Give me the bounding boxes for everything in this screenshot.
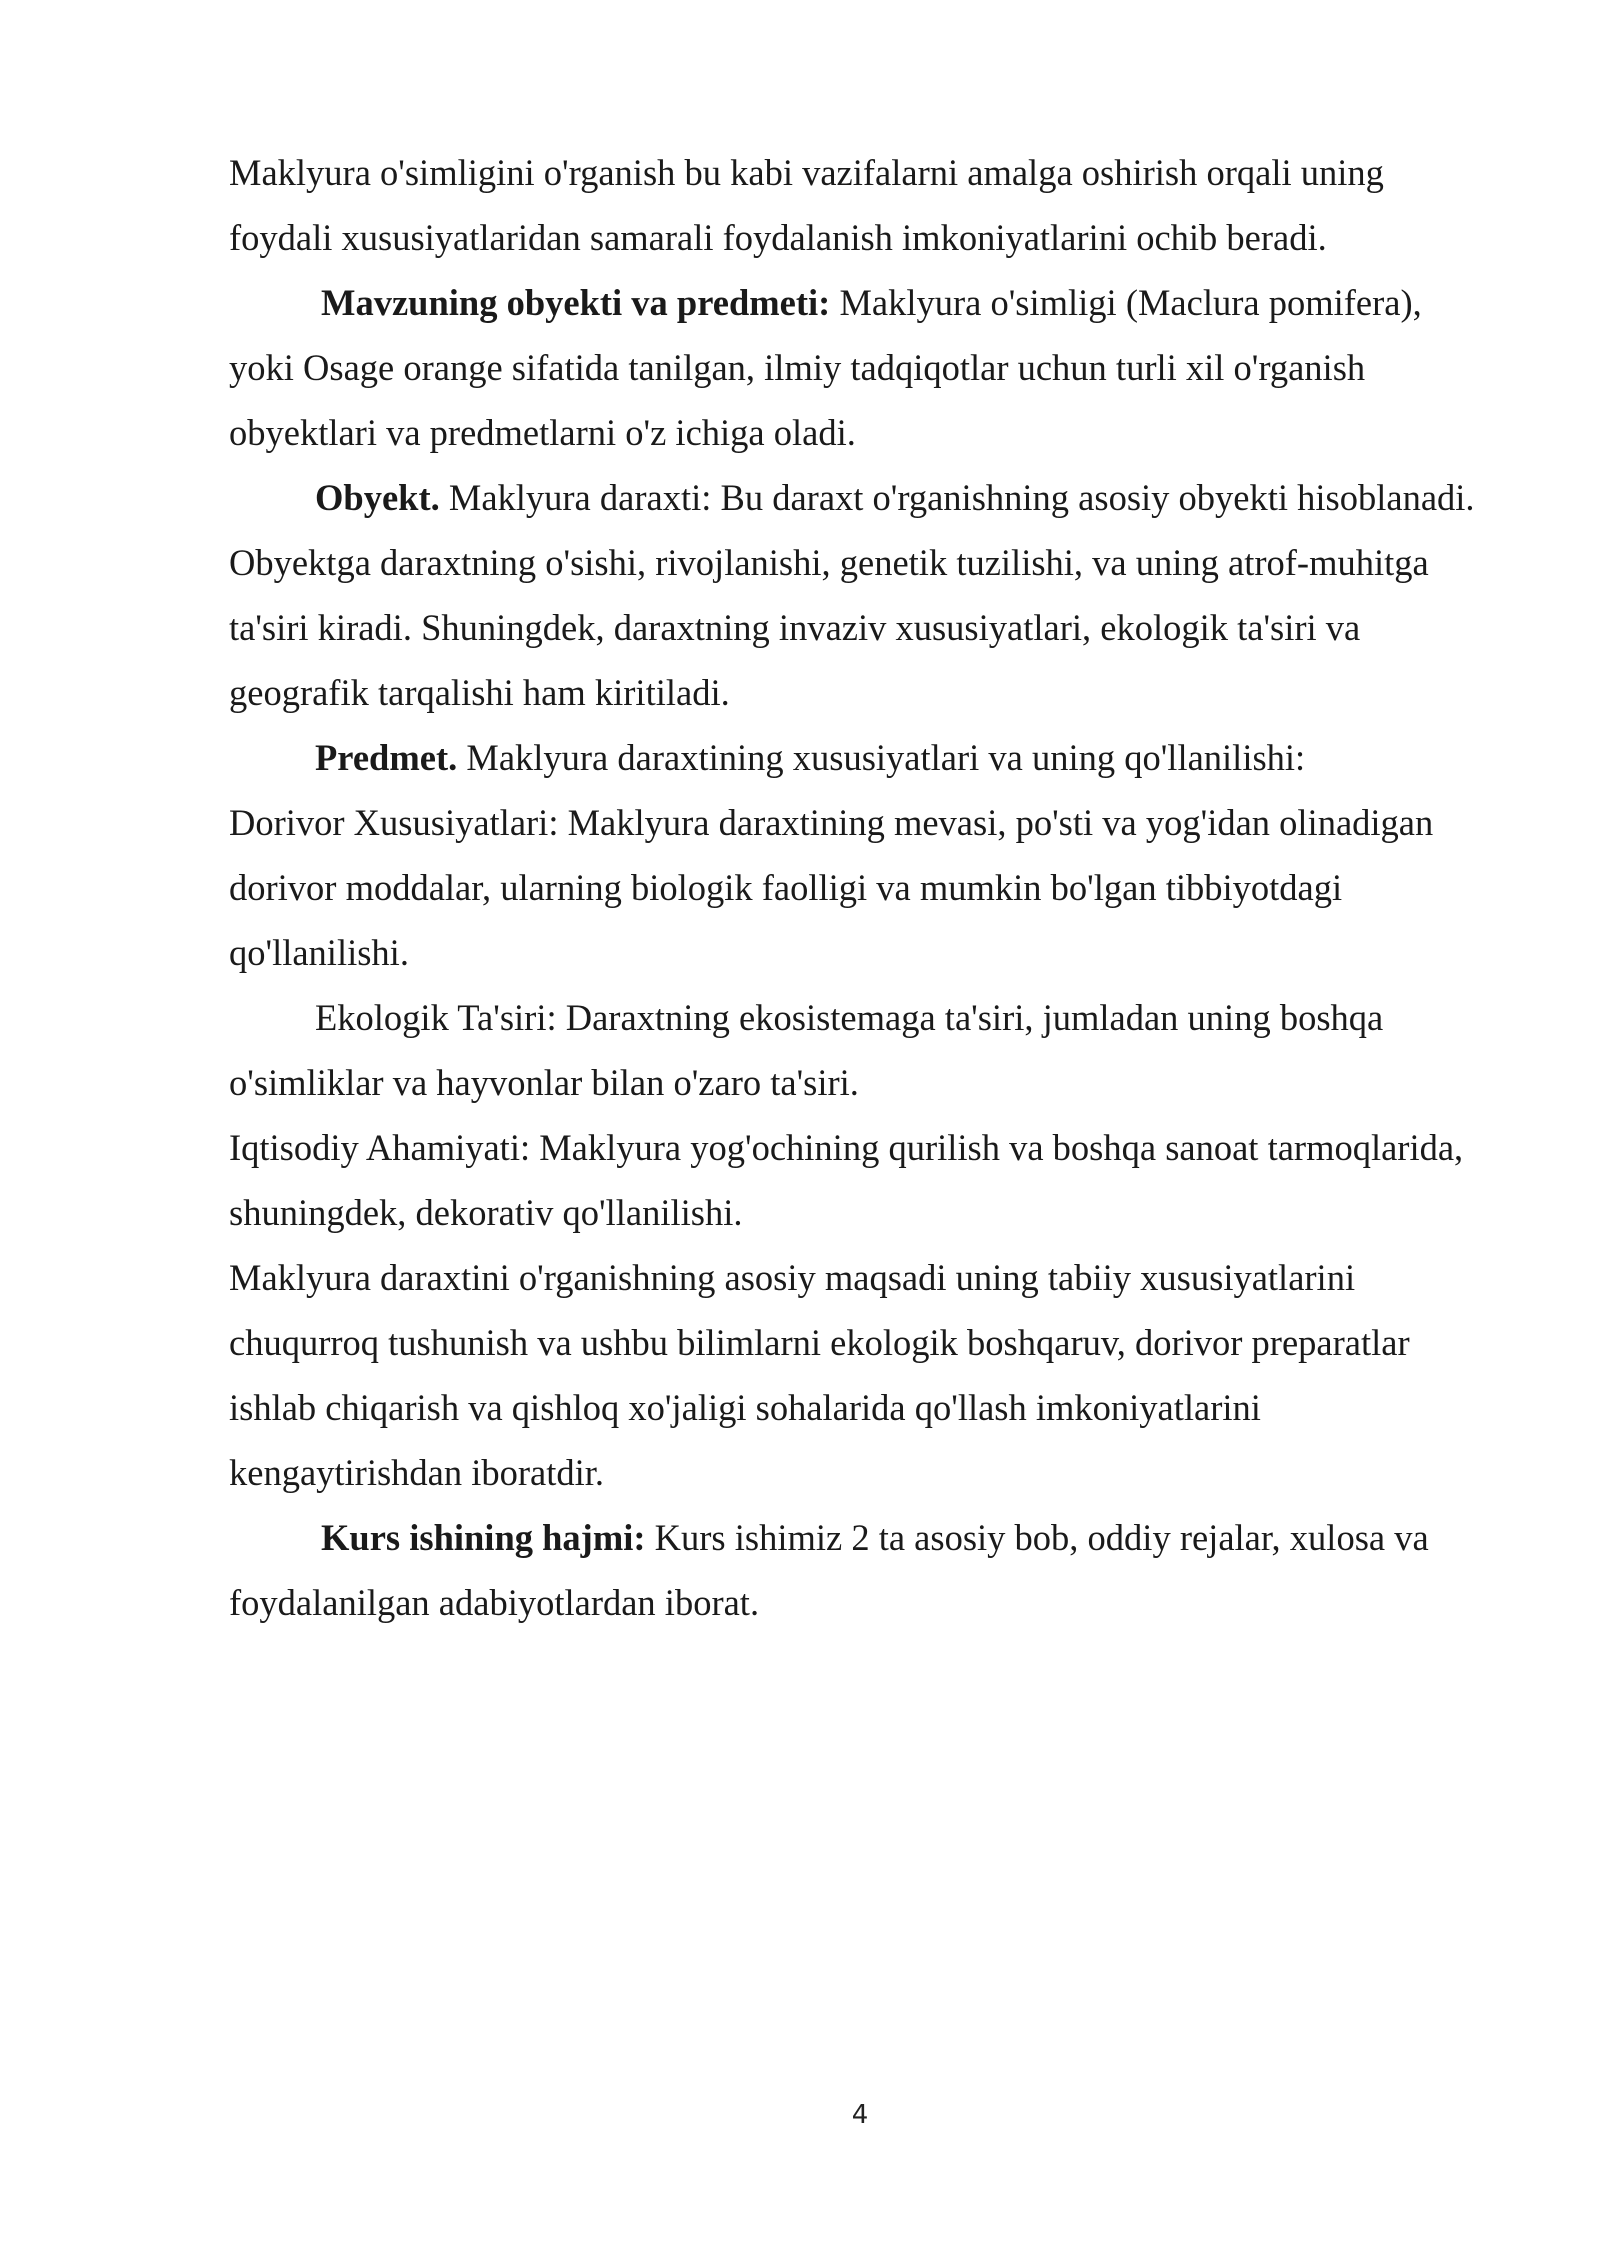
- paragraph-main-goal-text: Maklyura daraxtini o'rganishning asosiy maqsadi uning tabiiy xususiyatlarini chuqurroq tushunish va ushbu bilimlarni ekologik boshqaruv, dorivor preparatlar ishlab chiqarish va qishloq xo'jaligi sohalarida qo'llash imkoniyatlarini kengaytirishdan iboratdir.: [229, 1257, 1410, 1493]
- paragraph-object: [229, 465, 1489, 725]
- paragraph-ecological-impact-text: Ekologik Ta'siri: Daraxtning ekosistemaga ta'siri, jumladan uning boshqa o'simliklar va hayvonlar bilan o'zaro ta'siri.: [229, 997, 1384, 1103]
- page-number: 4: [851, 2100, 869, 2130]
- paragraph-intro-text: Maklyura o'simligini o'rganish bu kabi vazifalarni amalga oshirish orqali uning foydali xususiyatlaridan samarali foydalanish imkoniyatlarini ochib beradi.: [229, 152, 1384, 258]
- paragraph-object-and-subject: [229, 270, 1489, 465]
- paragraph-course-volume: [229, 1505, 1489, 1635]
- paragraph-subject-text: Maklyura daraxtining xususiyatlari va uning qo'llanilishi:: [457, 737, 1306, 778]
- document-body: [229, 140, 1489, 1635]
- heading-course-volume: Kurs ishining hajmi:: [321, 1517, 646, 1558]
- paragraph-main-goal: [229, 1245, 1489, 1505]
- heading-object-and-subject: Mavzuning obyekti va predmeti:: [321, 282, 831, 323]
- paragraph-economic-importance-text: Iqtisodiy Ahamiyati: Maklyura yog'ochining qurilish va boshqa sanoat tarmoqlarida, shuningdek, dekorativ qo'llanilishi.: [229, 1127, 1464, 1233]
- paragraph-economic-importance: [229, 1115, 1489, 1245]
- paragraph-course-volume-text: Kurs ishimiz 2 ta asosiy bob, oddiy rejalar, xulosa va foydalanilgan adabiyotlardan iborat.: [229, 1517, 1429, 1623]
- paragraph-subject: [229, 725, 1489, 790]
- paragraph-object-and-subject-text: Maklyura o'simligi (Maclura pomifera), yoki Osage orange sifatida tanilgan, ilmiy tadqiqotlar uchun turli xil o'rganish obyektlari va predmetlarni o'z ichiga oladi.: [229, 282, 1422, 453]
- paragraph-object-text: Maklyura daraxti: Bu daraxt o'rganishning asosiy obyekti hisoblanadi. Obyektga daraxtning o'sishi, rivojlanishi, genetik tuzilishi, va uning atrof-muhitga ta'siri kiradi. Shuningdek, daraxtning invaziv xususiyatlari, ekologik ta'siri va geografik tarqalishi ham kiritiladi.: [229, 477, 1475, 713]
- paragraph-ecological-impact: [229, 985, 1489, 1115]
- paragraph-medicinal-properties: [229, 790, 1489, 985]
- paragraph-medicinal-properties-text: Dorivor Xususiyatlari: Maklyura daraxtining mevasi, po'sti va yog'idan olinadigan dorivor moddalar, ularning biologik faolligi va mumkin bo'lgan tibbiyotdagi qo'llanilishi.: [229, 802, 1434, 973]
- heading-subject: Predmet.: [315, 737, 458, 778]
- heading-object: Obyekt.: [315, 477, 440, 518]
- paragraph-intro: [229, 140, 1489, 270]
